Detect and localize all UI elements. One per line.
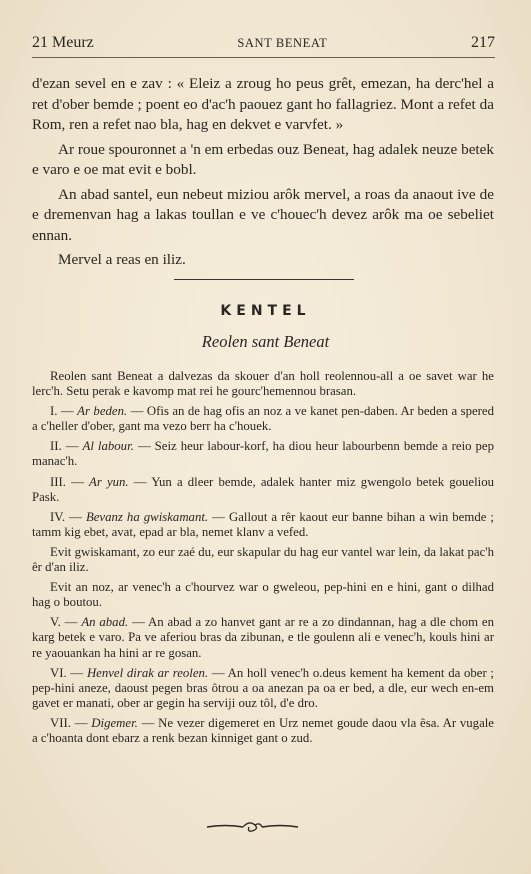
rule-item <box>32 439 494 469</box>
rule-body: — Ofis an de hag ofis an noz a ve kanet pen-daben. Ar beden a spered a c'heller d'ober, gant ma vezo berr ha c'houek. <box>32 404 494 434</box>
header-rule <box>32 57 495 58</box>
rule-body: — An abad a zo hanvet gant ar re a zo dindannan, hag a dle chom en karg betek e varo. Pa ve aferiou bras da zibunan, e tle goulenn ali e venec'h, kouls hini ar re yaouankan ha hini ar re gosan. <box>32 615 494 660</box>
rule-number: IV. — <box>50 509 86 524</box>
paragraph: Ar roue spouronnet a 'n em erbedas ouz Beneat, hag adalek neuze betek e varo e oe mat evit e bobl. <box>32 140 494 178</box>
rule-title: Henvel dirak ar reolen. <box>86 665 209 680</box>
rule-body: — An holl venec'h o.deus kement ha kement da ober ; pep-hini aneze, daoust pegen bras ôtrou a oa anezan pa oa er bed, a dle, eur wech en-em gavet er manati, ober ar gegin ha serviji ouz tôl, d'e dro. <box>32 665 494 710</box>
rule-title: Ar beden. <box>77 404 128 419</box>
extra-paragraph: Evit an noz, ar venec'h a c'hourvez war o gweleou, pep-hini en e hini, gant o dilhad hag o boutou. <box>32 580 494 610</box>
rule-body: — Gallout a rêr kaout eur banne bihan a win bemde ; tamm kig ebet, avat, epad ar bla, nemet klanv a vefed. <box>32 509 494 539</box>
paragraph: d'ezan sevel en e zav : « Eleiz a zroug ho peus grêt, emezan, ha derc'hel a ret d'ober bemde ; poent eo d'ac'h paouez gant ho fallagriez. Mont a refet da Rom, ren a refet nao bla, hag en dekvet e varvfet. » <box>32 75 494 133</box>
rule-item <box>32 716 494 746</box>
rule-text <box>32 369 494 751</box>
tailpiece-ornament-icon <box>205 818 300 836</box>
section-subtitle: Reolen sant Beneat <box>201 332 330 351</box>
rule-number: VI. — <box>50 665 87 680</box>
extra-paragraph: Evit gwiskamant, zo eur zaé du, eur skapular du hag eur vantel war lein, da lakat pac'h êr d'an iliz. <box>32 544 494 575</box>
rule-title: Ar yun. <box>89 474 129 489</box>
rule-title: Digemer. <box>91 715 138 730</box>
rule-number: VII. — <box>50 715 92 730</box>
rule-item <box>32 615 494 660</box>
section-heading: KENTEL <box>220 303 311 319</box>
rule-number: V. — <box>50 615 82 630</box>
rule-title: Bevanz ha gwiskamant. <box>85 509 209 524</box>
rule-number: III. — <box>50 474 90 489</box>
rule-title: An abad. <box>81 615 129 630</box>
rule-number: I. — <box>50 404 78 419</box>
section-divider <box>174 279 354 280</box>
rule-item <box>32 510 494 540</box>
rule-title: Al labour. <box>82 439 134 454</box>
rule-body: — Yun a dleer bemde, adalek hanter miz gwengolo betek goueliou Pask. <box>32 474 494 504</box>
intro-paragraph: Reolen sant Beneat a dalvezas da skouer d'an holl reolennou-all a oe savet war he lerc'h. Setu perak e kavomp mat rei he gourc'hemennou brasan. <box>32 369 494 399</box>
page-number: 217 <box>470 34 495 51</box>
rule-body: — Seiz heur labour-korf, ha diou heur labourbenn bemde a reio pep manac'h. <box>32 439 495 469</box>
rule-item <box>32 404 494 434</box>
main-text <box>32 74 494 271</box>
header-date: 21 Meurz <box>32 34 94 51</box>
rule-number: II. — <box>50 439 83 454</box>
paragraph: Mervel a reas en iliz. <box>58 251 186 268</box>
rule-item <box>32 666 494 711</box>
rule-item <box>32 475 494 505</box>
running-header <box>32 34 495 52</box>
paragraph: An abad santel, eun nebeut miziou arôk mervel, a roas da anaout ive de e dremenvan hag a lakas toullan e ve c'houec'h devez arôk ma oe sebeliet ennan. <box>32 185 494 244</box>
rule-body: — Ne vezer digemeret en Urz nemet goude daou vla êsa. Ar vugale a c'hoanta dont ebarz a renk bezan kinniget gant o zud. <box>32 715 494 745</box>
header-title: SANT BENEAT <box>237 36 328 50</box>
